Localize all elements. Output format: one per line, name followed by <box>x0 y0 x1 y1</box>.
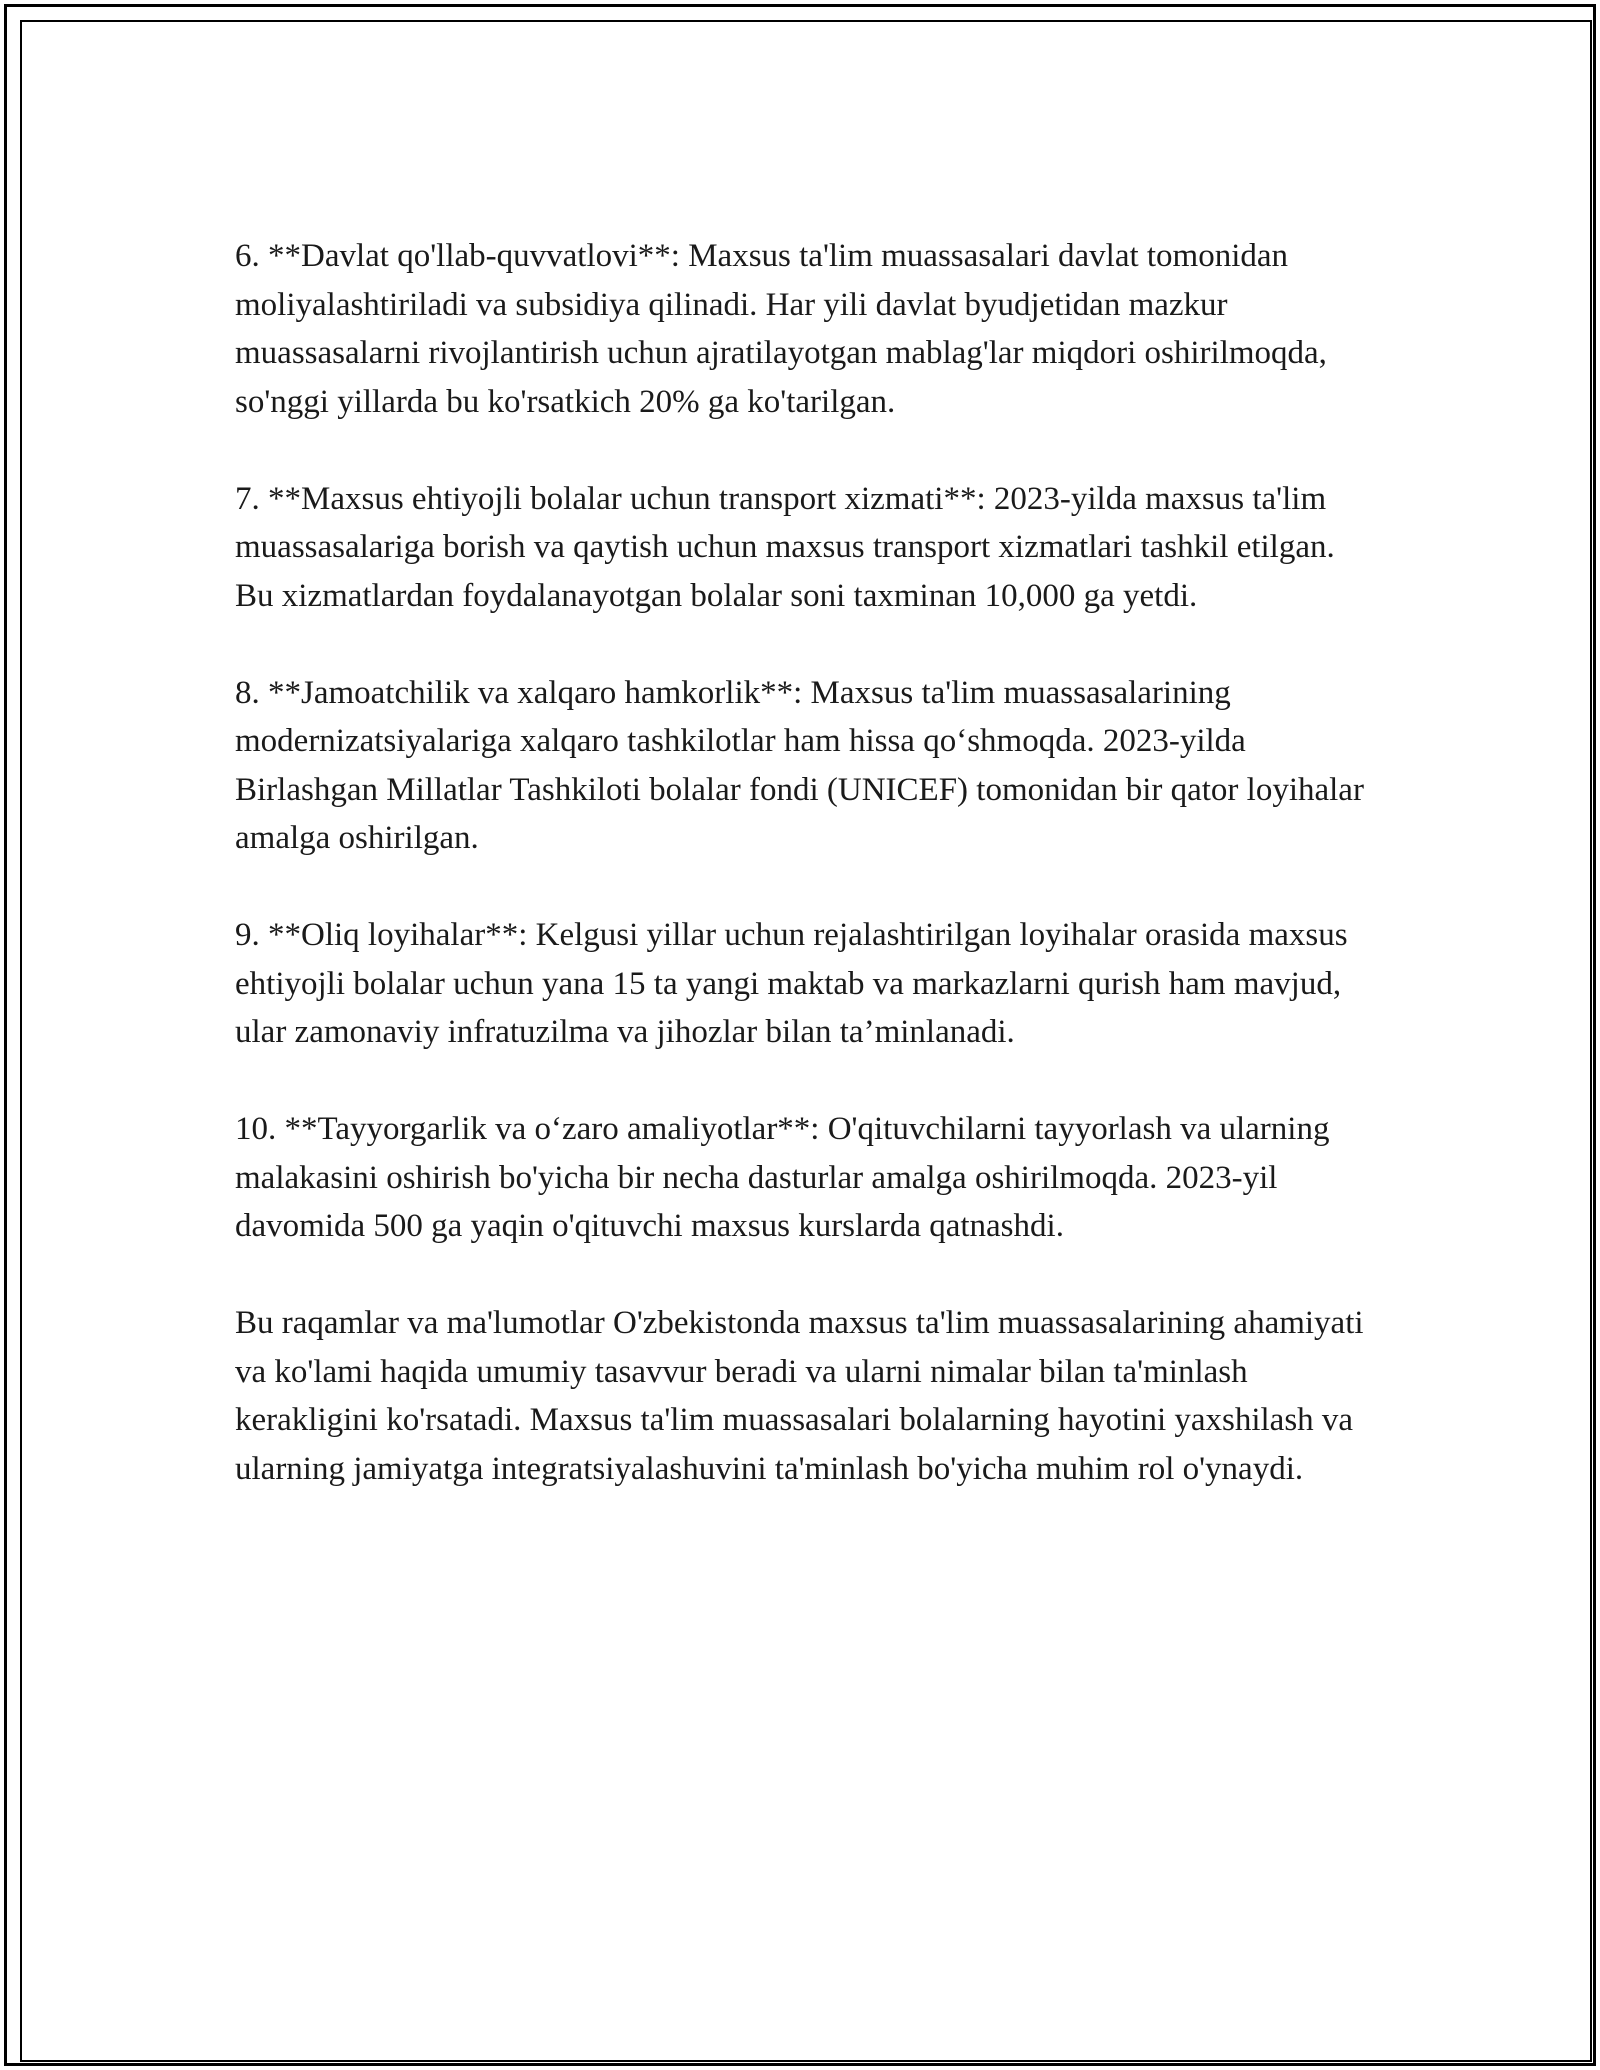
document-body <box>235 232 1365 1493</box>
paragraph-conclusion: Bu raqamlar va ma'lumotlar O'zbekistonda maxsus ta'lim muassasalarining ahamiyati va ko'lami haqida umumiy tasavvur beradi va ularni nimalar bilan ta'minlash kerakligini ko'rsatadi. Maxsus ta'lim muassasalari bolalarning hayotini yaxshilash va ularning jamiyatga integratsiyalashuvini ta'minlash bo'yicha muhim rol o'ynaydi. <box>235 1305 1364 1487</box>
paragraph-item-8: 8. **Jamoatchilik va xalqaro hamkorlik**: Maxsus ta'lim muassasalarining modernizatsiyalariga xalqaro tashkilotlar ham hissa qo‘shmoqda. 2023-yilda Birlashgan Millatlar Tashkiloti bolalar fondi (UNICEF) tomonidan bir qator loyihalar amalga oshirilgan. <box>235 674 1364 856</box>
paragraph-item-6: 6. **Davlat qo'llab-quvvatlovi**: Maxsus ta'lim muassasalari davlat tomonidan moliyalashtiriladi va subsidiya qilinadi. Har yili davlat byudjetidan mazkur muassasalarni rivojlantirish uchun ajratilayotgan mablag'lar miqdori oshirilmoqda, so'nggi yillarda bu ko'rsatkich 20% ga ko'tarilgan. <box>235 238 1327 420</box>
paragraph-item-10: 10. **Tayyorgarlik va o‘zaro amaliyotlar**: O'qituvchilarni tayyorlash va ularning malakasini oshirish bo'yicha bir necha dasturlar amalga oshirilmoqda. 2023-yil davomida 500 ga yaqin o'qituvchi maxsus kurslarda qatnashdi. <box>235 1111 1330 1244</box>
paragraph-item-7: 7. **Maxsus ehtiyojli bolalar uchun transport xizmati**: 2023-yilda maxsus ta'lim muassasalariga borish va qaytish uchun maxsus transport xizmatlari tashkil etilgan. Bu xizmatlardan foydalanayotgan bolalar soni taxminan 10,000 ga yetdi. <box>235 480 1335 614</box>
paragraph-item-9: 9. **Oliq loyihalar**: Kelgusi yillar uchun rejalashtirilgan loyihalar orasida maxsus ehtiyojli bolalar uchun yana 15 ta yangi maktab va markazlarni qurish ham mavjud, ular zamonaviy infratuzilma va jihozlar bilan ta’minlanadi. <box>235 917 1348 1050</box>
